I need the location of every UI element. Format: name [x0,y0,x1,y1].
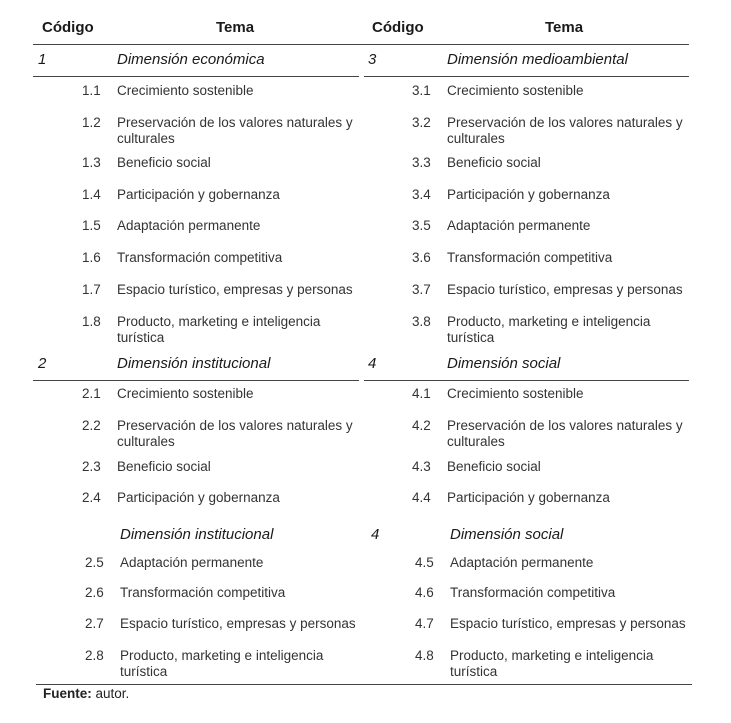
row-text: Adaptación permanente [447,218,591,233]
header-tema-right: Tema [545,19,584,36]
row-text: Beneficio social [117,155,211,170]
row-code: 4.6 [415,585,434,600]
row-text: Espacio turístico, empresas y personas [117,282,353,297]
section-4-code: 4 [368,355,377,372]
row-text: Transformación competitiva [447,250,613,265]
section-4-rule [364,380,689,381]
row-code: 4.4 [412,490,431,505]
row-text: Adaptación permanente [117,218,261,233]
row-code: 1.2 [82,115,101,130]
row-code: 3.4 [412,187,431,202]
source-text: autor. [95,686,130,701]
row-text: Adaptación permanente [120,555,264,570]
row-code: 2.2 [82,418,101,433]
row-text: Preservación de los valores naturales y culturales [117,418,353,449]
row-text: Espacio turístico, empresas y personas [120,616,356,631]
row-code: 3.5 [412,218,431,233]
row-code: 2.8 [85,648,104,663]
row-text: Preservación de los valores naturales y culturales [447,418,683,449]
section-2-code: 2 [38,355,47,372]
row-text: Crecimiento sostenible [117,386,254,401]
header-codigo-right: Código [372,19,424,36]
row-code: 2.3 [82,459,101,474]
row-code: 3.2 [412,115,431,130]
row-code: 1.6 [82,250,101,265]
row-text: Participación y gobernanza [447,490,610,505]
row-code: 2.4 [82,490,101,505]
row-text: Producto, marketing e inteligencia turística [120,648,324,679]
row-text: Preservación de los valores naturales y culturales [447,115,683,146]
section-2-continued-title: Dimensión institucional [120,526,274,543]
row-text: Crecimiento sostenible [447,83,584,98]
row-code: 1.1 [82,83,101,98]
section-3-rule [364,76,689,77]
row-code: 2.5 [85,555,104,570]
row-code: 3.3 [412,155,431,170]
row-text: Crecimiento sostenible [117,83,254,98]
section-1-title: Dimensión económica [117,51,265,68]
row-code: 1.3 [82,155,101,170]
row-code: 3.6 [412,250,431,265]
row-text: Beneficio social [117,459,211,474]
row-text: Participación y gobernanza [117,187,280,202]
row-code: 4.5 [415,555,434,570]
row-text: Preservación de los valores naturales y culturales [117,115,353,146]
row-text: Participación y gobernanza [447,187,610,202]
row-text: Producto, marketing e inteligencia turística [450,648,654,679]
section-1-code: 1 [38,51,47,68]
source-label: Fuente: [43,686,92,701]
row-code: 1.5 [82,218,101,233]
row-text: Crecimiento sostenible [447,386,584,401]
section-4-continued-title: Dimensión social [450,526,564,543]
row-text: Producto, marketing e inteligencia turística [447,314,651,345]
row-code: 4.2 [412,418,431,433]
section-2-title: Dimensión institucional [117,355,271,372]
row-code: 4.8 [415,648,434,663]
header-rule [33,44,689,45]
row-code: 2.6 [85,585,104,600]
row-text: Producto, marketing e inteligencia turística [117,314,321,345]
row-code: 2.1 [82,386,101,401]
row-text: Espacio turístico, empresas y personas [450,616,686,631]
section-4-continued-code: 4 [371,526,380,543]
source-note [43,686,129,701]
bottom-rule [36,684,692,685]
row-text: Espacio turístico, empresas y personas [447,282,683,297]
row-code: 3.1 [412,83,431,98]
row-code: 2.7 [85,616,104,631]
row-text: Transformación competitiva [117,250,283,265]
row-code: 3.7 [412,282,431,297]
row-code: 1.4 [82,187,101,202]
row-text: Transformación competitiva [450,585,616,600]
row-code: 1.7 [82,282,101,297]
row-text: Participación y gobernanza [117,490,280,505]
row-text: Beneficio social [447,459,541,474]
section-3-code: 3 [368,51,377,68]
header-codigo-left: Código [42,19,94,36]
section-2-rule [33,380,359,381]
section-4-title: Dimensión social [447,355,561,372]
header-tema-left: Tema [216,19,255,36]
row-code: 1.8 [82,314,101,329]
row-code: 4.1 [412,386,431,401]
row-code: 3.8 [412,314,431,329]
row-text: Transformación competitiva [120,585,286,600]
section-1-rule [33,76,359,77]
row-text: Beneficio social [447,155,541,170]
row-code: 4.3 [412,459,431,474]
section-3-title: Dimensión medioambiental [447,51,628,68]
row-text: Adaptación permanente [450,555,594,570]
row-code: 4.7 [415,616,434,631]
